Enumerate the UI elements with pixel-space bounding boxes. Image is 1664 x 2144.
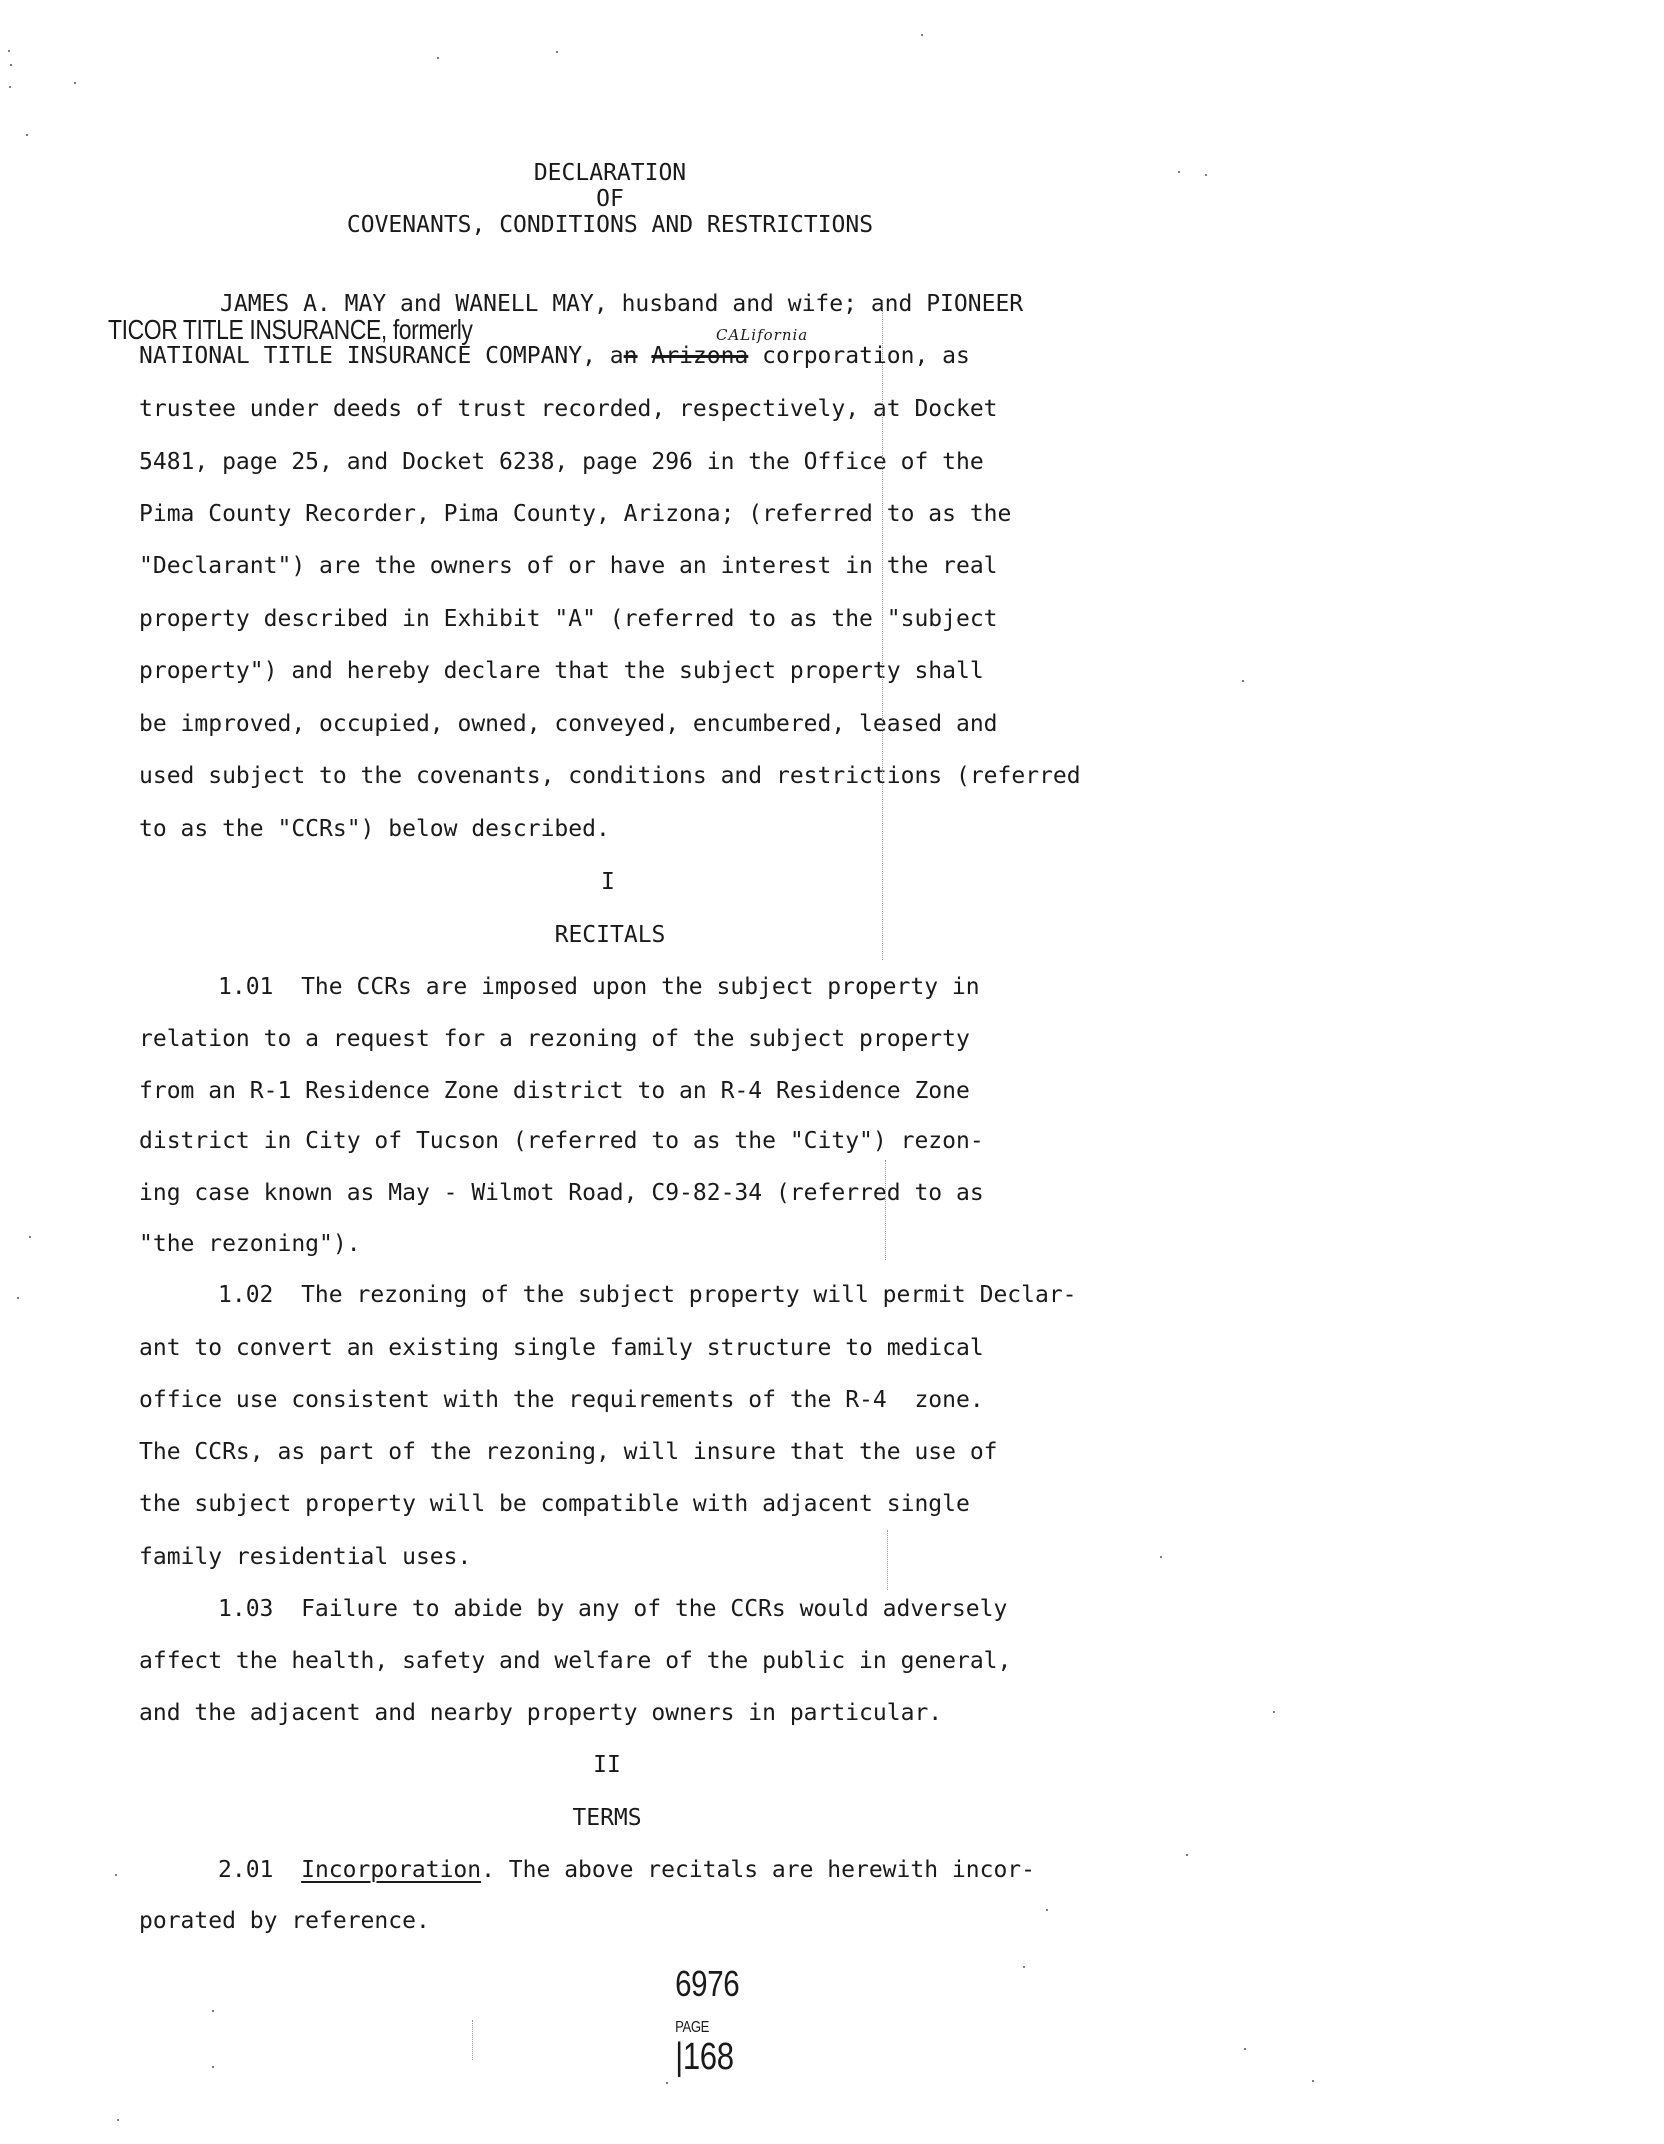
para-1-02-line-5: the subject property will be compatible with adjacent single <box>139 1491 970 1517</box>
para-2-01-line-2: porated by reference. <box>139 1908 430 1934</box>
para-2-01-text: . The above recitals are herewith incor- <box>481 1857 1035 1883</box>
intro-line-6: "Declarant") are the owners of or have an interest in the real <box>139 553 998 579</box>
scan-speck <box>437 57 439 59</box>
title-line-2: OF <box>596 186 624 212</box>
para-1-03-line-3: and the adjacent and nearby property owners in particular. <box>139 1700 943 1726</box>
scan-artifact-line <box>882 300 883 960</box>
handwritten-insertion: CALifornia <box>716 326 809 344</box>
scan-speck <box>10 64 12 66</box>
intro-line-10: used subject to the covenants, conditions and restrictions (referred <box>139 763 1081 789</box>
para-1-01-line-6: "the rezoning"). <box>139 1231 361 1257</box>
scan-speck <box>1186 1854 1188 1856</box>
para-1-01-line-4: district in City of Tucson (referred to as the "City") rezon- <box>139 1128 984 1154</box>
intro-line-3: trustee under deeds of trust recorded, respectively, at Docket <box>139 396 998 422</box>
title-line-1: DECLARATION <box>533 160 687 186</box>
struck-word: Arizona <box>651 343 749 369</box>
scan-speck <box>1178 171 1180 173</box>
para-2-01-line-1 <box>218 1859 1035 1882</box>
scan-speck <box>1242 680 1244 682</box>
scan-speck <box>1205 174 1207 176</box>
intro-line-11: to as the "CCRs") below described. <box>139 816 610 842</box>
scan-speck <box>117 2119 119 2121</box>
scan-speck <box>556 51 558 53</box>
scan-speck <box>74 82 76 84</box>
scan-speck <box>1312 2080 1314 2082</box>
scan-artifact-line <box>885 1160 886 1260</box>
scan-speck <box>29 1236 31 1238</box>
intro-line-7: property described in Exhibit "A" (referred to as the "subject <box>139 606 998 632</box>
para-1-02-line-6: family residential uses. <box>139 1544 472 1570</box>
para-1-02-line-2: ant to convert an existing single family structure to medical <box>139 1335 984 1361</box>
scan-speck <box>115 1874 117 1876</box>
intro-line-4: 5481, page 25, and Docket 6238, page 296 in the Office of the <box>139 449 984 475</box>
scan-speck <box>1273 1711 1275 1713</box>
docket-number: 6976 <box>675 1963 740 2004</box>
struck-article: n <box>623 343 638 369</box>
para-2-01-number: 2.01 <box>218 1857 302 1883</box>
para-1-01-line-3: from an R-1 Residence Zone district to an R-4 Residence Zone <box>139 1078 970 1104</box>
para-1-02-line-4: The CCRs, as part of the rezoning, will insure that the use of <box>139 1439 998 1465</box>
para-1-01-line-2: relation to a request for a rezoning of the subject property <box>139 1026 970 1052</box>
para-1-02-line-1: 1.02 The rezoning of the subject property will permit Declar- <box>218 1282 1077 1308</box>
scan-artifact-line <box>887 1530 888 1590</box>
para-1-01-line-1: 1.01 The CCRs are imposed upon the subject property in <box>218 974 980 1000</box>
article-2-title: TERMS <box>572 1805 642 1831</box>
intro-line-9: be improved, occupied, owned, conveyed, encumbered, leased and <box>139 711 998 737</box>
intro-line-2-text-a: NATIONAL TITLE INSURANCE COMPANY, a <box>139 343 624 369</box>
intro-line-5: Pima County Recorder, Pima County, Arizona; (referred to as the <box>139 501 1012 527</box>
scan-artifact-line <box>472 2020 473 2060</box>
scan-speck <box>1023 1966 1025 1968</box>
para-2-01-heading: Incorporation <box>301 1857 482 1883</box>
article-1-title: RECITALS <box>554 922 666 948</box>
scan-speck <box>921 34 923 36</box>
para-1-01-line-5: ing case known as May - Wilmot Road, C9-82-34 (referred to as <box>139 1180 984 1206</box>
para-1-02-line-3: office use consistent with the requirements of the R-4 zone. <box>139 1387 984 1413</box>
scan-speck <box>1046 1909 1048 1911</box>
recording-stamp <box>644 1930 739 2112</box>
scan-speck <box>212 2066 214 2068</box>
intro-line-2 <box>139 345 970 368</box>
page-number: |168 <box>675 2036 734 2078</box>
typed-insertion: TICOR TITLE INSURANCE, formerly <box>108 314 473 345</box>
para-1-03-line-1: 1.03 Failure to abide by any of the CCRs would adversely <box>218 1596 1008 1622</box>
page-label: PAGE <box>675 2019 710 2036</box>
title-line-3: COVENANTS, CONDITIONS AND RESTRICTIONS <box>346 212 874 238</box>
scan-speck <box>1160 1556 1162 1558</box>
scan-speck <box>26 134 28 136</box>
intro-line-2-text-b: corporation, as <box>748 343 970 369</box>
intro-line-8: property") and hereby declare that the subject property shall <box>139 658 984 684</box>
article-1-number: I <box>601 869 615 895</box>
intro-line-1: JAMES A. MAY and WANELL MAY, husband and wife; and PIONEER <box>220 291 1024 317</box>
scan-speck <box>1244 2048 1246 2050</box>
scan-speck <box>17 1297 19 1299</box>
scan-speck <box>212 2010 214 2012</box>
article-2-number: II <box>593 1752 621 1778</box>
scan-speck <box>9 86 11 88</box>
scan-speck <box>666 2082 668 2084</box>
para-1-03-line-2: affect the health, safety and welfare of the public in general, <box>139 1648 1012 1674</box>
scan-speck <box>8 50 10 52</box>
